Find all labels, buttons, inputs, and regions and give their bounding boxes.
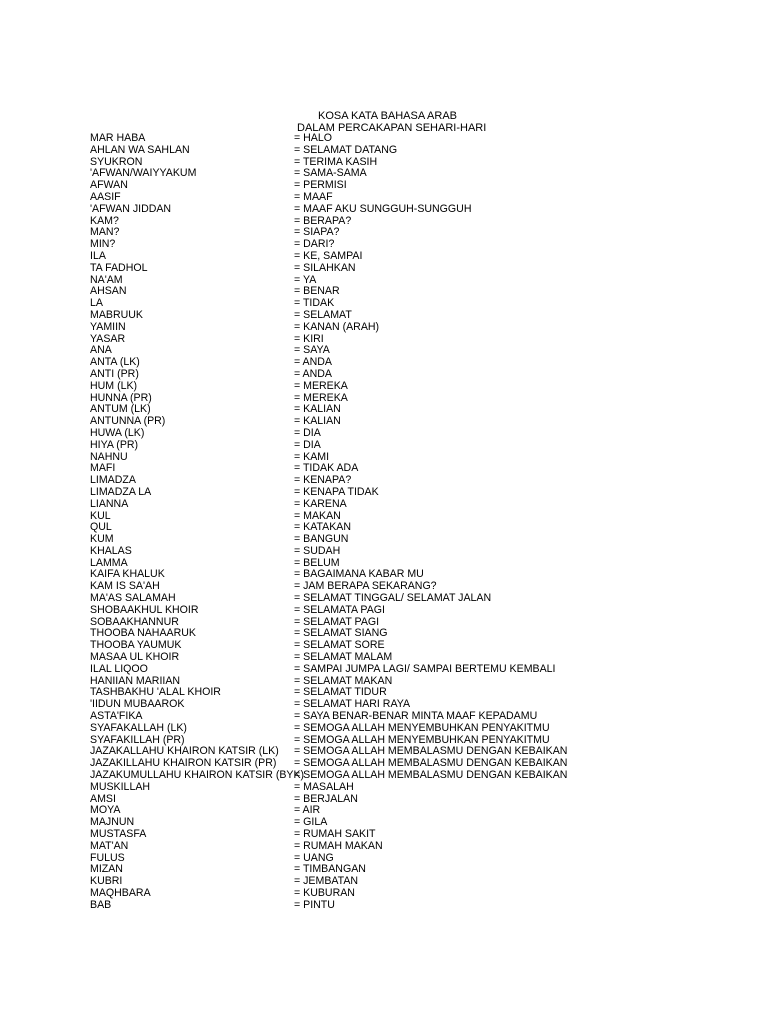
arabic-term: 'IIDUN MUBAAROK <box>90 698 185 711</box>
vocab-row <box>90 393 690 405</box>
indonesian-meaning: = UANG <box>294 851 334 864</box>
arabic-term: ILAL LIQOO <box>90 662 148 675</box>
vocab-row <box>90 864 690 876</box>
indonesian-meaning: = GILA <box>294 816 328 829</box>
indonesian-meaning: = SIAPA? <box>294 226 340 239</box>
vocab-row <box>90 499 690 511</box>
indonesian-meaning: = SAMPAI JUMPA LAGI/ SAMPAI BERTEMU KEMBALI <box>294 662 556 675</box>
vocab-row <box>90 227 690 239</box>
arabic-term: ANTI (PR) <box>90 367 139 380</box>
arabic-term: MABRUUK <box>90 308 143 321</box>
arabic-term: MIZAN <box>90 863 123 876</box>
indonesian-meaning: = SELAMAT MAKAN <box>294 674 393 687</box>
vocab-row <box>90 829 690 841</box>
indonesian-meaning: = KARENA <box>294 497 347 510</box>
vocab-row <box>90 888 690 900</box>
indonesian-meaning: = TIMBANGAN <box>294 863 366 876</box>
arabic-term: KAIFA KHALUK <box>90 568 165 581</box>
indonesian-meaning: = MAKAN <box>294 509 341 522</box>
indonesian-meaning: = TIDAK ADA <box>294 462 359 475</box>
indonesian-meaning: = KALIAN <box>294 415 341 428</box>
vocab-row <box>90 723 690 735</box>
arabic-term: MAR HABA <box>90 132 146 144</box>
arabic-term: AASIF <box>90 190 121 203</box>
arabic-term: KUBRI <box>90 875 123 888</box>
arabic-term: MAJNUN <box>90 816 135 829</box>
indonesian-meaning: = SEMOGA ALLAH MENYEMBUHKAN PENYAKITMU <box>294 721 550 734</box>
indonesian-meaning: = YA <box>294 273 317 286</box>
vocab-row <box>90 369 690 381</box>
arabic-term: JAZAKILLAHU KHAIRON KATSIR (PR) <box>90 757 277 770</box>
indonesian-meaning: = RUMAH MAKAN <box>294 839 383 852</box>
indonesian-meaning: = BERAPA? <box>294 214 352 227</box>
document-subtitle: DALAM PERCAKAPAN SEHARI-HARI <box>297 122 487 134</box>
arabic-term: ANTUNNA (PR) <box>90 415 166 428</box>
arabic-term: SYAFAKALLAH (LK) <box>90 721 187 734</box>
arabic-term: TA FADHOL <box>90 261 148 274</box>
arabic-term: KUL <box>90 509 111 522</box>
vocab-row <box>90 664 690 676</box>
vocab-row <box>90 286 690 298</box>
indonesian-meaning: = TIDAK <box>294 297 335 310</box>
indonesian-meaning: = JAM BERAPA SEKARANG? <box>294 580 437 593</box>
vocab-row <box>90 251 690 263</box>
arabic-term: SYAFAKILLAH (PR) <box>90 733 185 746</box>
indonesian-meaning: = SAMA-SAMA <box>294 167 367 180</box>
arabic-term: MIN? <box>90 238 116 251</box>
arabic-term: NAHNU <box>90 450 128 463</box>
vocab-row <box>90 310 690 322</box>
indonesian-meaning: = SEMOGA ALLAH MEMBALASMU DENGAN KEBAIKAN <box>294 757 568 770</box>
indonesian-meaning: = SELAMAT <box>294 308 352 321</box>
arabic-term: HIYA (PR) <box>90 438 139 451</box>
document-title: KOSA KATA BAHASA ARAB <box>318 110 457 122</box>
vocab-row <box>90 475 690 487</box>
arabic-term: MOYA <box>90 804 121 817</box>
vocab-row <box>90 841 690 853</box>
indonesian-meaning: = MASALAH <box>294 780 354 793</box>
indonesian-meaning: = KATAKAN <box>294 521 352 534</box>
arabic-term: LIMADZA <box>90 474 136 487</box>
arabic-term: MUSKILLAH <box>90 780 151 793</box>
arabic-term: AHLAN WA SAHLAN <box>90 143 190 156</box>
arabic-term: 'AFWAN JIDDAN <box>90 202 172 215</box>
indonesian-meaning: = SUDAH <box>294 544 341 557</box>
indonesian-meaning: = SELAMAT DATANG <box>294 143 398 156</box>
arabic-term: LIMADZA LA <box>90 485 152 498</box>
arabic-term: HANIIAN MARIIAN <box>90 674 181 687</box>
indonesian-meaning: = MEREKA <box>294 391 348 404</box>
arabic-term: LA <box>90 297 103 310</box>
arabic-term: MAQHBARA <box>90 887 151 899</box>
vocab-row <box>90 145 690 157</box>
indonesian-meaning: = ANDA <box>294 367 332 380</box>
arabic-term: AHSAN <box>90 285 127 298</box>
indonesian-meaning: = MEREKA <box>294 379 348 392</box>
arabic-term: JAZAKALLAHU KHAIRON KATSIR (LK) <box>90 745 279 758</box>
arabic-term: FULUS <box>90 851 125 864</box>
vocab-row <box>90 805 690 817</box>
indonesian-meaning: = SEMOGA ALLAH MENYEMBUHKAN PENYAKITMU <box>294 733 550 746</box>
arabic-term: HUM (LK) <box>90 379 138 392</box>
indonesian-meaning: = HALO <box>294 132 332 144</box>
vocab-row <box>90 239 690 251</box>
indonesian-meaning: = SAYA BENAR-BENAR MINTA MAAF KEPADAMU <box>294 710 538 723</box>
indonesian-meaning: = RUMAH SAKIT <box>294 828 376 841</box>
indonesian-meaning: = KIRI <box>294 332 324 345</box>
indonesian-meaning: = BAGAIMANA KABAR MU <box>294 568 424 581</box>
arabic-term: ANA <box>90 344 112 357</box>
arabic-term: YASAR <box>90 332 126 345</box>
vocab-row <box>90 782 690 794</box>
indonesian-meaning: = SAYA <box>294 344 330 357</box>
indonesian-meaning: = SELAMAT TINGGAL/ SELAMAT JALAN <box>294 592 492 605</box>
arabic-term: KUM <box>90 533 114 546</box>
indonesian-meaning: = SELAMAT SORE <box>294 639 385 652</box>
vocab-row <box>90 794 690 806</box>
arabic-term: MAN? <box>90 226 120 239</box>
indonesian-meaning: = BENAR <box>294 285 340 298</box>
vocab-row <box>90 357 690 369</box>
vocab-row <box>90 404 690 416</box>
vocab-row <box>90 263 690 275</box>
arabic-term: MAT'AN <box>90 839 129 852</box>
arabic-term: AMSI <box>90 792 116 805</box>
indonesian-meaning: = KENAPA? <box>294 474 352 487</box>
vocab-row <box>90 345 690 357</box>
vocab-row <box>90 546 690 558</box>
arabic-term: ANTA (LK) <box>90 356 140 369</box>
arabic-term: 'AFWAN/WAIYYAKUM <box>90 167 197 180</box>
arabic-term: HUNNA (PR) <box>90 391 152 404</box>
indonesian-meaning: = BANGUN <box>294 533 349 546</box>
indonesian-meaning: = MAAF AKU SUNGGUH-SUNGGUH <box>294 202 472 215</box>
indonesian-meaning: = SEMOGA ALLAH MEMBALASMU DENGAN KEBAIKAN <box>294 769 568 782</box>
indonesian-meaning: = PINTU <box>294 898 335 911</box>
indonesian-meaning: = BERJALAN <box>294 792 358 805</box>
arabic-term: TASHBAKHU 'ALAL KHOIR <box>90 686 221 699</box>
vocab-row <box>90 334 690 346</box>
vocab-row <box>90 416 690 428</box>
arabic-term: NA'AM <box>90 273 123 286</box>
indonesian-meaning: = KUBURAN <box>294 887 355 899</box>
arabic-term: MAFI <box>90 462 116 475</box>
arabic-term: SOBAAKHANNUR <box>90 615 179 628</box>
arabic-term: THOOBA NAHAARUK <box>90 627 196 640</box>
arabic-term: THOOBA YAUMUK <box>90 639 182 652</box>
vocab-row <box>90 770 690 782</box>
arabic-term: LAMMA <box>90 556 128 569</box>
vocab-row <box>90 180 690 192</box>
vocab-row <box>90 534 690 546</box>
vocab-row <box>90 511 690 523</box>
arabic-term: AFWAN <box>90 179 128 192</box>
indonesian-meaning: = KENAPA TIDAK <box>294 485 379 498</box>
indonesian-meaning: = SEMOGA ALLAH MEMBALASMU DENGAN KEBAIKAN <box>294 745 568 758</box>
indonesian-meaning: = KALIAN <box>294 403 341 416</box>
indonesian-meaning: = SILAHKAN <box>294 261 356 274</box>
arabic-term: ASTA'FIKA <box>90 710 143 723</box>
arabic-term: LIANNA <box>90 497 129 510</box>
vocab-row <box>90 298 690 310</box>
vocab-row <box>90 487 690 499</box>
vocab-row <box>90 168 690 180</box>
vocab-row <box>90 605 690 617</box>
indonesian-meaning: = DIA <box>294 426 321 439</box>
vocab-row <box>90 522 690 534</box>
arabic-term: ANTUM (LK) <box>90 403 151 416</box>
indonesian-meaning: = BELUM <box>294 556 340 569</box>
arabic-term: MUSTASFA <box>90 828 147 841</box>
arabic-term: SYUKRON <box>90 155 143 168</box>
indonesian-meaning: = AIR <box>294 804 321 817</box>
vocab-row <box>90 817 690 829</box>
indonesian-meaning: = DARI? <box>294 238 335 251</box>
indonesian-meaning: = PERMISI <box>294 179 347 192</box>
indonesian-meaning: = SELAMATA PAGI <box>294 603 385 616</box>
indonesian-meaning: = SELAMAT MALAM <box>294 651 393 664</box>
arabic-term: QUL <box>90 521 112 534</box>
vocab-row <box>90 463 690 475</box>
arabic-term: BAB <box>90 898 112 911</box>
indonesian-meaning: = KANAN (ARAH) <box>294 320 380 333</box>
indonesian-meaning: = SELAMAT HARI RAYA <box>294 698 411 711</box>
arabic-term: YAMIIN <box>90 320 126 333</box>
vocab-row <box>90 216 690 228</box>
arabic-term: HUWA (LK) <box>90 426 145 439</box>
indonesian-meaning: = KAMI <box>294 450 330 463</box>
indonesian-meaning: = SELAMAT TIDUR <box>294 686 387 699</box>
indonesian-meaning: = ANDA <box>294 356 332 369</box>
vocab-row <box>90 192 690 204</box>
indonesian-meaning: = SELAMAT SIANG <box>294 627 388 640</box>
arabic-term: MASAA UL KHOIR <box>90 651 180 664</box>
vocab-row <box>90 900 690 912</box>
vocab-row <box>90 876 690 888</box>
indonesian-meaning: = MAAF <box>294 190 333 203</box>
vocab-row <box>90 322 690 334</box>
vocab-row <box>90 853 690 865</box>
vocab-row <box>90 452 690 464</box>
arabic-term: JAZAKUMULLAHU KHAIRON KATSIR (BYK) <box>90 769 305 782</box>
indonesian-meaning: = TERIMA KASIH <box>294 155 378 168</box>
indonesian-meaning: = DIA <box>294 438 321 451</box>
vocab-row <box>90 428 690 440</box>
indonesian-meaning: = KE, SAMPAI <box>294 249 363 262</box>
vocabulary-list <box>90 133 690 912</box>
indonesian-meaning: = JEMBATAN <box>294 875 359 888</box>
arabic-term: ILA <box>90 249 106 262</box>
arabic-term: MA'AS SALAMAH <box>90 592 176 605</box>
arabic-term: KHALAS <box>90 544 132 557</box>
arabic-term: KAM IS SA'AH <box>90 580 160 593</box>
vocab-row <box>90 204 690 216</box>
vocab-row <box>90 381 690 393</box>
vocab-row <box>90 440 690 452</box>
arabic-term: KAM? <box>90 214 119 227</box>
vocab-row <box>90 275 690 287</box>
arabic-term: SHOBAAKHUL KHOIR <box>90 603 199 616</box>
indonesian-meaning: = SELAMAT PAGI <box>294 615 380 628</box>
